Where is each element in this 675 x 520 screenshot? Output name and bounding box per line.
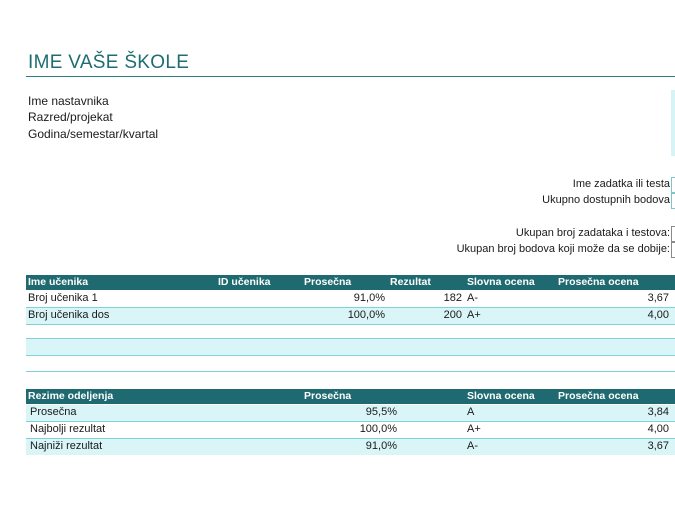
student-name-cell[interactable]: Broj učenika 1 <box>28 292 98 304</box>
average-grade-cell[interactable]: 4,00 <box>647 309 669 321</box>
table-row[interactable] <box>26 291 675 307</box>
summary-label-cell[interactable]: Prosečna <box>30 406 77 418</box>
total-assignments-label: Ukupan broj zadataka i testova: <box>515 227 670 239</box>
summary-label-cell[interactable]: Najbolji rezultat <box>30 423 106 435</box>
average-grade-cell[interactable]: 3,67 <box>647 292 669 304</box>
summary-avg-grade-cell[interactable]: 3,67 <box>647 440 669 452</box>
header-class-summary[interactable]: Rezime odeljenja <box>28 390 114 402</box>
year-semester-cell[interactable]: Godina/semestar/kvartal <box>28 127 159 141</box>
header-summary-average[interactable]: Prosečna <box>304 390 352 402</box>
table-row-empty[interactable] <box>26 325 675 338</box>
assignment-name-input[interactable] <box>671 177 675 193</box>
average-cell[interactable]: 100,0% <box>347 309 385 321</box>
letter-grade-cell[interactable]: A+ <box>467 309 481 321</box>
header-summary-avg-grade[interactable]: Prosečna ocena <box>558 390 639 402</box>
header-student-name[interactable]: Ime učenika <box>28 276 89 288</box>
assignment-name-label: Ime zadatka ili testa <box>572 178 670 190</box>
title-underline <box>26 76 675 77</box>
students-table-header <box>26 275 675 290</box>
summary-row[interactable] <box>26 405 675 421</box>
result-cell[interactable]: 182 <box>443 292 462 304</box>
header-summary-letter[interactable]: Slovna ocena <box>467 390 535 402</box>
summary-letter-cell[interactable]: A- <box>467 440 478 452</box>
letter-grade-cell[interactable]: A- <box>467 292 478 304</box>
summary-letter-cell[interactable]: A+ <box>467 423 481 435</box>
summary-average-cell[interactable]: 100,0% <box>359 423 397 435</box>
total-points-input[interactable] <box>671 193 675 209</box>
summary-row[interactable] <box>26 439 675 455</box>
school-title[interactable]: IME VAŠE ŠKOLE <box>28 52 190 73</box>
total-points-label: Ukupno dostupnih bodova <box>542 194 670 206</box>
summary-avg-grade-cell[interactable]: 3,84 <box>647 406 669 418</box>
header-result[interactable]: Rezultat <box>390 276 431 288</box>
summary-table-header <box>26 389 675 404</box>
header-average[interactable]: Prosečna <box>304 276 352 288</box>
summary-label-cell[interactable]: Najniži rezultat <box>30 440 103 452</box>
table-row-empty[interactable] <box>26 339 675 355</box>
header-average-grade[interactable]: Prosečna ocena <box>558 276 639 288</box>
row-separator <box>26 371 675 372</box>
summary-avg-grade-cell[interactable]: 4,00 <box>647 423 669 435</box>
summary-row[interactable] <box>26 422 675 438</box>
student-name-cell[interactable]: Broj učenika dos <box>28 309 110 321</box>
table-row[interactable] <box>26 308 675 324</box>
header-letter-grade[interactable]: Slovna ocena <box>467 276 535 288</box>
teacher-name-cell[interactable]: Ime nastavnika <box>28 94 109 108</box>
average-cell[interactable]: 91,0% <box>353 292 385 304</box>
class-project-cell[interactable]: Razred/projekat <box>28 110 113 124</box>
summary-average-cell[interactable]: 95,5% <box>365 406 397 418</box>
info-input-cells[interactable] <box>671 90 675 156</box>
result-cell[interactable]: 200 <box>443 309 462 321</box>
table-row-empty[interactable] <box>26 356 675 371</box>
header-student-id[interactable]: ID učenika <box>218 276 271 288</box>
summary-letter-cell[interactable]: A <box>467 406 475 418</box>
summary-average-cell[interactable]: 91,0% <box>365 440 397 452</box>
total-obtainable-value[interactable] <box>671 242 675 258</box>
total-obtainable-label: Ukupan broj bodova koji može da se dobije: <box>456 243 670 255</box>
total-assignments-value[interactable] <box>671 226 675 242</box>
